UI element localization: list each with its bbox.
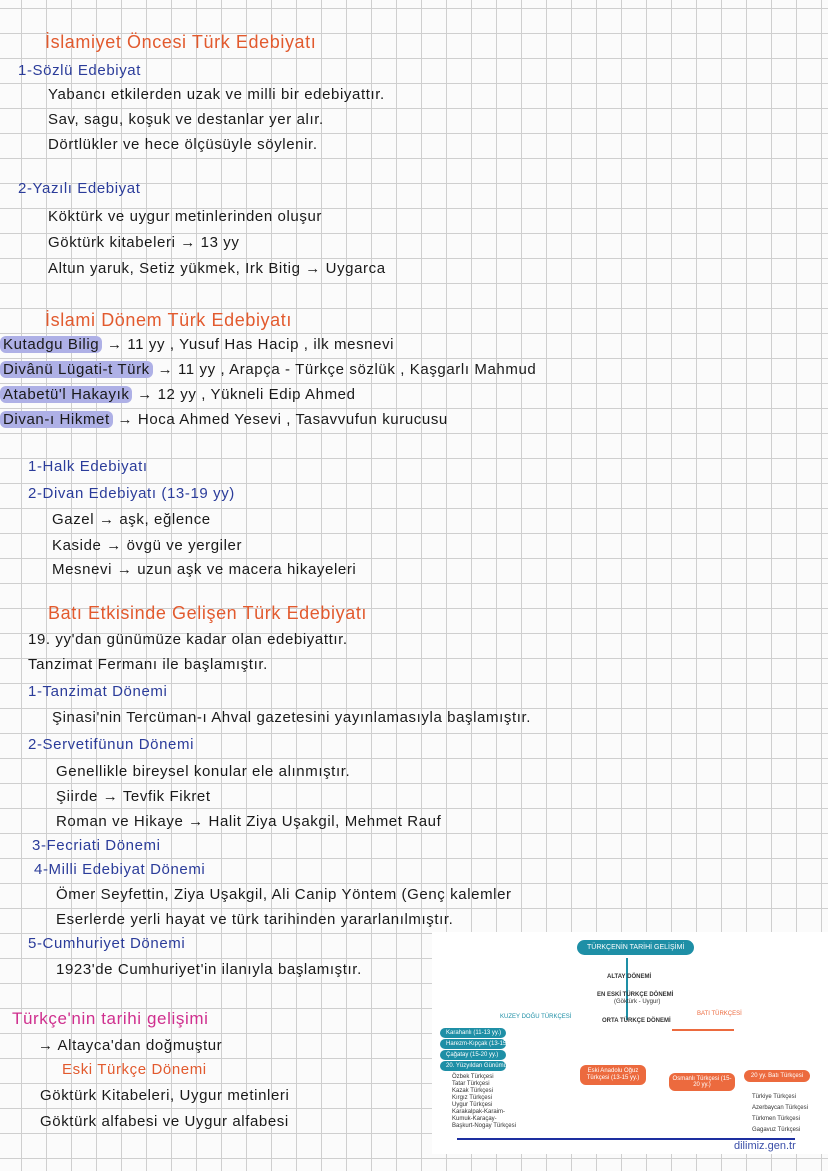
note-line: Kaside → övgü ve yergiler <box>52 537 243 554</box>
note-line: Gazel → aşk, eğlence <box>52 511 211 528</box>
diagram-item: Karahanlı (11-13 yy.) <box>440 1028 506 1038</box>
note-line: 1923'de Cumhuriyet'in ilanıyla başlamıştır. <box>56 961 362 978</box>
diagram-item: Eski Anadolu Oğuz Türkçesi (13-15 yy.) <box>580 1065 646 1085</box>
lang-item: Gagavuz Türkçesi <box>752 1127 801 1133</box>
note-line: Göktürk Kitabeleri, Uygur metinleri <box>40 1087 290 1104</box>
lang-item: Kumuk-Karaçay- <box>452 1116 497 1122</box>
note-line: Mesnevi → uzun aşk ve macera hikayeleri <box>52 561 357 578</box>
subheading-servetifunun: 2-Servetifünun Dönemi <box>28 736 195 753</box>
lang-item: Kırgız Türkçesi <box>452 1095 492 1101</box>
work-row <box>0 411 448 429</box>
source-label: dilimiz.gen.tr <box>734 1140 796 1152</box>
note-line: Ömer Seyfettin, Ziya Uşakgil, Ali Canip Yöntem (Genç kalemler <box>56 886 512 903</box>
work-desc: → 11 yy , Yusuf Has Hacip , ilk mesnevi <box>106 336 395 353</box>
connector <box>672 1029 734 1031</box>
note-line: Altun yaruk, Setiz yükmek, Irk Bitig → Uygarca <box>48 260 386 277</box>
diagram-node: ORTA TÜRKÇE DÖNEMİ <box>602 1018 671 1024</box>
work-name: Divan-ı Hikmet <box>0 411 113 428</box>
note-line: 19. yy'dan günümüze kadar olan edebiyattır. <box>28 631 348 648</box>
lang-item: Türkmen Türkçesi <box>752 1116 800 1122</box>
note-line: Göktürk kitabeleri → 13 yy <box>48 234 240 251</box>
note-line: Göktürk alfabesi ve Uygur alfabesi <box>40 1113 289 1130</box>
subheading-yazili: 2-Yazılı Edebiyat <box>18 180 141 197</box>
work-desc: → 12 yy , Yükneli Edip Ahmed <box>137 386 356 403</box>
lang-item: Azerbaycan Türkçesi <box>752 1105 808 1111</box>
diagram-node: EN ESKİ TÜRKÇE DÖNEMİ <box>597 992 674 998</box>
work-row <box>0 336 394 354</box>
lang-item: Başkurt-Nogay Türkçesi <box>452 1123 516 1129</box>
diagram-item: Harezm-Kıpçak (13-15 yy.) <box>440 1039 506 1049</box>
diagram-branch: KUZEY DOĞU TÜRKÇESİ <box>500 1014 572 1020</box>
subheading-halk: 1-Halk Edebiyatı <box>28 458 148 475</box>
lang-item: Türkiye Türkçesi <box>752 1094 796 1100</box>
heading-bati-etkisinde: Batı Etkisinde Gelişen Türk Edebiyatı <box>48 603 368 623</box>
diagram-node: ALTAY DÖNEMİ <box>607 974 652 980</box>
work-row <box>0 386 356 404</box>
work-desc: → Hoca Ahmed Yesevi , Tasavvufun kurucusu <box>117 411 448 428</box>
work-name: Divânü Lügati-t Türk <box>0 361 153 378</box>
diagram-title: TÜRKÇENİN TARİHİ GELİŞİMİ <box>577 940 694 955</box>
work-name: Atabetü'l Hakayık <box>0 386 132 403</box>
lang-item: Özbek Türkçesi <box>452 1074 494 1080</box>
lang-item: Karakalpak-Karaim- <box>452 1109 506 1115</box>
note-line: → Altayca'dan doğmuştur <box>38 1037 223 1054</box>
diagram-branch: BATI TÜRKÇESİ <box>697 1011 742 1017</box>
diagram-node-sub: (Göktürk - Uygur) <box>614 999 661 1005</box>
lang-item: Kazak Türkçesi <box>452 1088 493 1094</box>
heading-turkce-tarihi: Türkçe'nin tarihi gelişimi <box>12 1009 209 1028</box>
subheading-milli: 4-Milli Edebiyat Dönemi <box>34 861 206 878</box>
diagram-item: Osmanlı Türkçesi (15-20 yy.) <box>669 1073 735 1091</box>
subheading-cumhuriyet: 5-Cumhuriyet Dönemi <box>28 935 186 952</box>
subheading-fecriati: 3-Fecriati Dönemi <box>32 837 161 854</box>
note-line: Roman ve Hikaye → Halit Ziya Uşakgil, Mehmet Rauf <box>56 813 442 830</box>
diagram-item: 20. Yüzyıldan Günümüze <box>440 1061 506 1071</box>
diagram-item: Çağatay (15-20 yy.) <box>440 1050 506 1060</box>
note-line: Şinasi'nin Tercüman-ı Ahval gazetesini yayınlamasıyla başlamıştır. <box>52 709 532 726</box>
note-line: Genellikle bireysel konular ele alınmıştır. <box>56 763 351 780</box>
heading-islami-donem: İslami Dönem Türk Edebiyatı <box>45 310 292 330</box>
note-line: Tanzimat Fermanı ile başlamıştır. <box>28 656 268 673</box>
note-line: Dörtlükler ve hece ölçüsüyle söylenir. <box>48 136 318 153</box>
work-name: Kutadgu Bilig <box>0 336 102 353</box>
turkce-gelisim-diagram <box>432 932 828 1154</box>
note-line: Köktürk ve uygur metinlerinden oluşur <box>48 208 322 225</box>
lang-item: Tatar Türkçesi <box>452 1081 490 1087</box>
note-line: Yabancı etkilerden uzak ve milli bir edebiyattır. <box>48 86 385 103</box>
lang-item: Uygur Türkçesi <box>452 1102 493 1108</box>
diagram-item: 20 yy. Batı Türkçesi <box>744 1070 810 1082</box>
subheading-sozlu: 1-Sözlü Edebiyat <box>18 62 142 79</box>
subheading-divan: 2-Divan Edebiyatı (13-19 yy) <box>28 485 235 502</box>
work-row <box>0 361 536 379</box>
note-line: Şiirde → Tevfik Fikret <box>56 788 211 805</box>
subheading-tanzimat: 1-Tanzimat Dönemi <box>28 683 168 700</box>
heading-islamiyet-oncesi: İslamiyet Öncesi Türk Edebiyatı <box>45 32 317 52</box>
subheading-eski-turkce: Eski Türkçe Dönemi <box>62 1061 207 1078</box>
work-desc: → 11 yy , Arapça - Türkçe sözlük , Kaşgarlı Mahmud <box>157 361 537 378</box>
note-line: Eserlerde yerli hayat ve türk tarihinden yararlanılmıştır. <box>56 911 454 928</box>
connector <box>626 958 628 1020</box>
note-line: Sav, sagu, koşuk ve destanlar yer alır. <box>48 111 324 128</box>
